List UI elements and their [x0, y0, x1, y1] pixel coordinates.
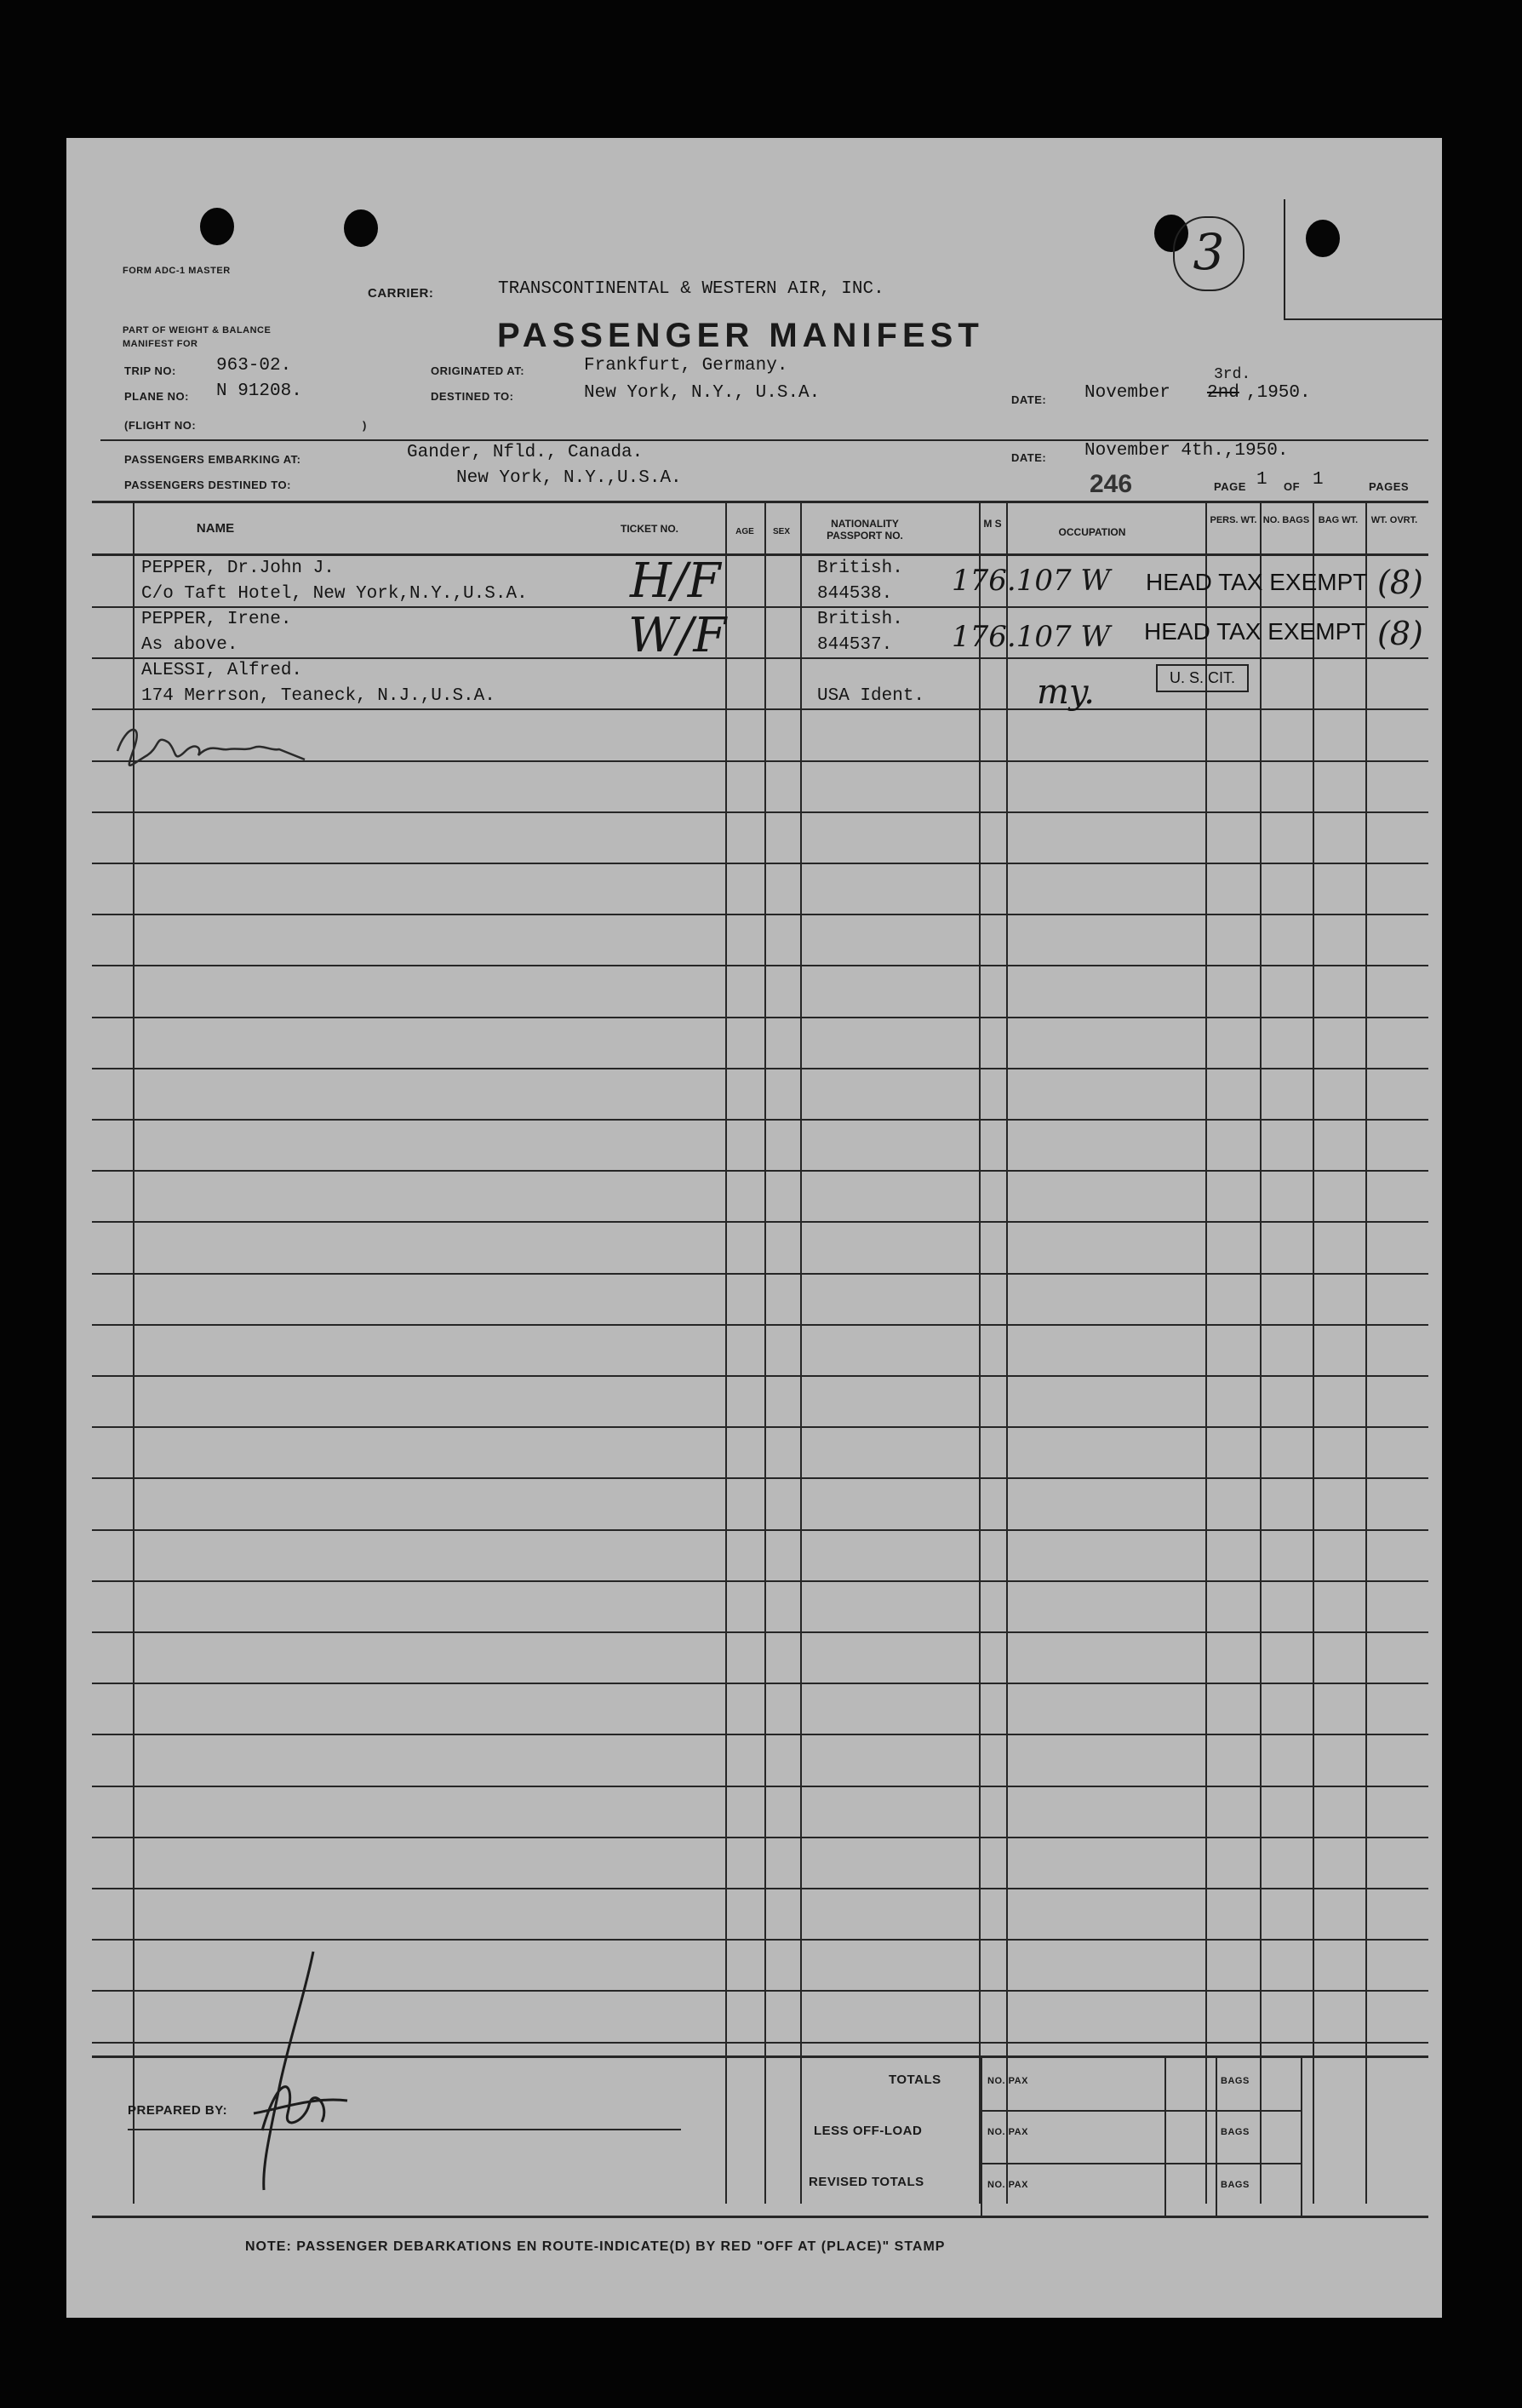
passenger-3-occupation-note: my. — [1037, 673, 1095, 712]
destined-label: DESTINED TO: — [431, 390, 514, 403]
passenger-1-tail: (8) — [1377, 564, 1423, 601]
check-mark: 3 — [1173, 216, 1244, 291]
prepared-by-label: PREPARED BY: — [128, 2103, 228, 2118]
passenger-3-nationality: USA Ident. — [817, 686, 925, 706]
no-pax-label-2: NO. PAX — [987, 2127, 1028, 2137]
passenger-2-passport: 844537. — [817, 635, 893, 655]
part-of-label: PART OF WEIGHT & BALANCE — [123, 325, 272, 335]
column-pers-wt: PERS. WT. — [1210, 515, 1257, 525]
table-row-rule — [92, 1273, 1428, 1275]
table-row-rule — [92, 1683, 1428, 1684]
table-row-rule — [92, 1939, 1428, 1941]
page-label: PAGE — [1214, 480, 1246, 493]
corner-box — [1284, 199, 1442, 320]
passenger-2-status: HEAD TAX EXEMPT — [1144, 618, 1366, 645]
destined-to: New York, N.Y., U.S.A. — [584, 383, 821, 403]
column-sex: SEX — [772, 527, 790, 536]
of-label: OF — [1284, 480, 1301, 493]
date-label-2: DATE: — [1011, 451, 1047, 464]
footer-col-rule — [1164, 2055, 1166, 2216]
column-rule — [800, 501, 802, 2204]
column-ms: M S — [983, 518, 1002, 530]
plane-number: N 91208. — [216, 381, 302, 401]
date-year: ,1950. — [1246, 383, 1311, 403]
punch-hole-2 — [344, 209, 378, 247]
date-label: DATE: — [1011, 393, 1047, 406]
column-rule — [1260, 501, 1262, 2204]
preparer-signature — [228, 1943, 356, 2199]
footer-bottom-rule — [92, 2216, 1428, 2218]
passenger-1-address: C/o Taft Hotel, New York,N.Y.,U.S.A. — [141, 584, 528, 604]
manifest-sheet — [66, 138, 1442, 2318]
column-rule — [1205, 501, 1207, 2204]
column-age: AGE — [735, 527, 754, 536]
column-name: NAME — [196, 521, 235, 536]
bags-label-3: BAGS — [1221, 2180, 1250, 2190]
inspector-signature — [109, 717, 313, 777]
column-rule — [1365, 501, 1367, 2204]
form-number: FORM ADC-1 MASTER — [123, 266, 231, 276]
footer-col-rule — [981, 2055, 982, 2216]
no-pax-label-3: NO. PAX — [987, 2180, 1028, 2190]
footer-row-rule — [981, 2163, 1302, 2164]
date-day-correction: 3rd. — [1214, 366, 1251, 383]
column-no-bags: NO. BAGS — [1262, 515, 1310, 525]
table-row-rule — [92, 1580, 1428, 1582]
table-row-rule — [92, 1837, 1428, 1838]
carrier-label: CARRIER: — [368, 286, 434, 301]
column-wt-ovrt: WT. OVRT. — [1370, 515, 1418, 525]
table-header-bottom-rule — [92, 553, 1428, 556]
column-nationality: NATIONALITY PASSPORT NO. — [827, 518, 903, 542]
table-row-rule — [92, 1477, 1428, 1479]
page-total: 1 — [1313, 470, 1324, 490]
punch-hole-1 — [200, 208, 234, 245]
table-row-rule — [92, 1888, 1428, 1889]
column-rule — [725, 501, 727, 2204]
table-row-rule — [92, 1221, 1428, 1223]
passenger-2-nationality: British. — [817, 610, 903, 629]
page-title: PASSENGER MANIFEST — [497, 317, 984, 354]
plane-label: PLANE NO: — [124, 390, 189, 403]
page-number: 1 — [1256, 470, 1267, 490]
passenger-2-tail: (8) — [1377, 615, 1423, 652]
column-rule — [1006, 501, 1008, 2204]
date-2: November 4th.,1950. — [1084, 441, 1289, 461]
passenger-1-status: HEAD TAX EXEMPT — [1146, 569, 1368, 595]
originated-at: Frankfurt, Germany. — [584, 356, 788, 376]
table-row-rule — [92, 811, 1428, 813]
date-day-struck: 2nd — [1207, 383, 1239, 403]
pages-label: PAGES — [1369, 480, 1410, 493]
bags-label-2: BAGS — [1221, 2127, 1250, 2137]
table-row-rule — [92, 708, 1428, 710]
passenger-1-name: PEPPER, Dr.John J. — [141, 559, 335, 578]
passenger-3-name: ALESSI, Alfred. — [141, 661, 303, 680]
table-row-rule — [92, 1529, 1428, 1531]
table-row-rule — [92, 914, 1428, 915]
flight-close: ) — [363, 419, 367, 432]
column-rule — [979, 501, 981, 2204]
trip-number: 963-02. — [216, 356, 292, 376]
footer-row-rule — [981, 2110, 1302, 2112]
passenger-1-passport: 844538. — [817, 584, 893, 604]
embarking-label: PASSENGERS EMBARKING AT: — [124, 453, 301, 466]
table-row-rule — [92, 863, 1428, 864]
revised-totals-label: REVISED TOTALS — [809, 2175, 924, 2189]
table-row-rule — [92, 1324, 1428, 1326]
table-row-rule — [92, 965, 1428, 966]
originated-label: ORIGINATED AT: — [431, 364, 525, 377]
bags-label-1: BAGS — [1221, 2076, 1250, 2086]
column-rule — [1313, 501, 1314, 2204]
table-row-rule — [92, 657, 1428, 659]
table-row-rule — [92, 1375, 1428, 1377]
passenger-1-occupation-note: 176.107 W — [952, 564, 1111, 598]
trip-label: TRIP NO: — [124, 364, 176, 377]
column-rule — [764, 501, 766, 2204]
totals-label: TOTALS — [889, 2073, 941, 2087]
passenger-2-name: PEPPER, Irene. — [141, 610, 292, 629]
table-row-rule — [92, 606, 1428, 608]
less-offload-label: LESS OFF-LOAD — [814, 2124, 923, 2138]
carrier-name: TRANSCONTINENTAL & WESTERN AIR, INC. — [498, 279, 884, 299]
passenger-1-nationality: British. — [817, 559, 903, 578]
table-row-rule — [92, 1068, 1428, 1069]
no-pax-label-1: NO. PAX — [987, 2076, 1028, 2086]
embarking-at: Gander, Nfld., Canada. — [407, 443, 644, 462]
passenger-1-ticket-mark: H/F — [630, 553, 721, 609]
table-row-rule — [92, 1786, 1428, 1787]
table-row-rule — [92, 1017, 1428, 1018]
footer-col-rule — [1301, 2055, 1302, 2216]
passenger-2-ticket-mark: W/F — [628, 608, 727, 663]
footer-note: NOTE: PASSENGER DEBARKATIONS EN ROUTE-INDICATE(D) BY RED "OFF AT (PLACE)" STAMP — [245, 2239, 946, 2254]
passengers-destined-to: New York, N.Y.,U.S.A. — [456, 468, 682, 488]
table-row-rule — [92, 1119, 1428, 1121]
passenger-3-address: 174 Merrson, Teaneck, N.J.,U.S.A. — [141, 686, 495, 706]
passenger-2-address: As above. — [141, 635, 238, 655]
table-row-rule — [92, 1631, 1428, 1633]
passenger-3-status: U. S. CIT. — [1156, 664, 1249, 692]
passenger-2-occupation-note: 176.107 W — [952, 620, 1111, 654]
stamp-number: 246 — [1090, 470, 1133, 498]
manifest-for-label: MANIFEST FOR — [123, 339, 198, 349]
column-ticket: TICKET NO. — [621, 523, 678, 535]
date-month: November — [1084, 383, 1170, 403]
prepared-by-line — [128, 2129, 681, 2130]
footer-col-rule — [1216, 2055, 1217, 2216]
table-row-rule — [92, 1426, 1428, 1428]
passengers-destined-label: PASSENGERS DESTINED TO: — [124, 479, 291, 491]
table-row-rule — [92, 1734, 1428, 1735]
column-occupation: OCCUPATION — [1058, 526, 1126, 538]
table-row-rule — [92, 1170, 1428, 1172]
flight-label: (FLIGHT NO: — [124, 419, 197, 432]
column-bag-wt: BAG WT. — [1318, 515, 1359, 525]
table-top-rule — [92, 501, 1428, 503]
